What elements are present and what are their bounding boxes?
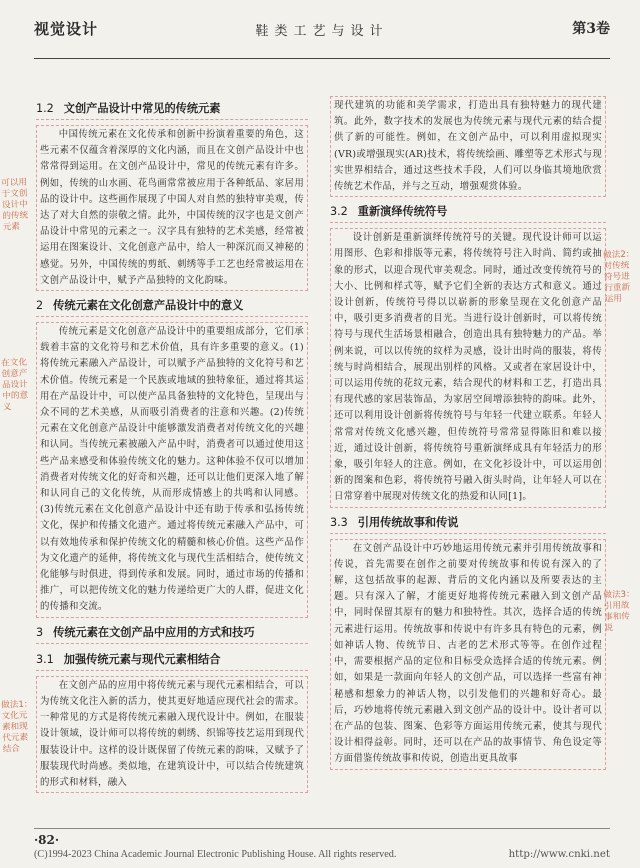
journal-section-label: 视觉设计 bbox=[34, 20, 99, 38]
handwritten-note: 做法3：引用故事和传说 bbox=[603, 589, 635, 634]
section-heading: 1.2 文创产品设计中常见的传统元素 bbox=[36, 98, 308, 120]
section-heading: 2 传统元素在文化创意产品设计中的意义 bbox=[36, 295, 308, 317]
handwritten-note: 在文化创意产品设计中的意义 bbox=[1, 357, 29, 413]
section-heading: 3 传统元素在文创产品中应用的方式和技巧 bbox=[36, 622, 308, 644]
journal-title: 鞋类工艺与设计 bbox=[255, 24, 389, 39]
right-column bbox=[330, 96, 606, 830]
handwritten-note: 可以用于文创设计中的传统元素 bbox=[1, 177, 29, 233]
body-paragraph: 设计创新是重新演绎传统符号的关键。现代设计师可以运用图形、色彩和排版等元素，将传统符号注入时尚、简约或抽象的形式，以迎合现代审美观念。同时，通过改变传统符号的大小、比例和样式等，赋予它们全新的表达方式和意义。通过设计创新，传统符号得以以崭新的形象呈现在文化创意产品中，吸引更多消费者的目光。当进行设计创新时，可以将传统符号与现代生活场景相融合，创造出具有独特魅力的产品。举例来说，可以以传统的纹样为灵感，设计出时尚的服装，将传统与时尚相结合，展现出别样的风格。又或者在家居设计中，可以运用传统的花纹元素，结合现代的材料和工艺，打造出具有现代感的家居装饰品，为家居空间增添独特的韵味。此外，还可以利用设计创新将传统符号与年轻一代建立联系。年轻人常常对传统文化感兴趣，但传统符号常常显得陈旧和难以接近，通过设计创新，将传统符号重新演绎成具有年轻活力的形象，吸引年轻人的注意。例如，在文化衫设计中，可以运用创新的图案和色彩，将传统符号融入街头时尚，让年轻人可以在日常穿着中展现对传统文化的热爱和认同[1]。 bbox=[330, 228, 606, 507]
body-paragraph: 在文创产品设计中巧妙地运用传统元素并引用传统故事和传说，首先需要在创作之前要对传统故事和传说有深入的了解，这包括故事的起源、背后的文化内涵以及所要表达的主题。只有深入了解，才能更好地将传统元素融入到文创产品中，同时保留其原有的魅力和独特性。其次，选择合适的传统元素进行运用。传统故事和传说中有许多具有特色的元素，例如神话人物、传统节日、古老的艺术形式等等。在创作过程中，需要根据产品的定位和目标受众选择合适的传统元素。例如，如果是一款面向年轻人的文创产品，可以选择一些富有神秘感和想象力的神话人物，以引发他们的兴趣和好奇心。最后，巧妙地将传统元素融入到文创产品的设计中。设计者可以在产品的包装、图案、色彩等方面运用传统元素，使其与现代设计相得益彰。同时，还可以在产品的故事情节、角色设定等方面借鉴传统故事和传说，创造出更具故事 bbox=[330, 539, 606, 770]
source-url: http://www.cnki.net bbox=[508, 849, 610, 860]
subsection-heading: 3.3 引用传统故事和传说 bbox=[330, 512, 606, 534]
body-paragraph: 在文创产品的应用中将传统元素与现代元素相结合，可以为传统文化注入新的活力，使其更好地适应现代社会的需求。一种常见的方式是将传统元素融入现代设计中。例如，在服装设计领域，设计师可以将传统的刺绣、织锦等技艺运用到现代服装设计中。这样的设计既保留了传统元素的韵味，又赋予了服装现代时尚感。类似地，在建筑设计中，可以结合传统建筑的形式和材料，融入 bbox=[36, 676, 308, 793]
subsection-heading: 3.1 加强传统元素与现代元素相结合 bbox=[36, 649, 308, 671]
body-paragraph: 中国传统元素在文化传承和创新中扮演着重要的角色，这些元素不仅蕴含着深厚的文化内涵，而且在文创产品设计中也常常得到运用。在文创产品设计中，常见的传统元素有许多。例如，传统的山水画、花鸟画常常被应用于各种纸品、家居用品的设计中。这些画作展现了中国人对自然的独特审美观，传达了对大自然的崇敬之情。此外，中国传统的汉字也是文创产品设计中常见的元素之一。汉字具有独特的艺术美感，经常被运用在图案设计、文化创意产品中，给人一种深沉而又神秘的感觉。另外，中国传统的剪纸、刺绣等手工艺也经常被运用在文创产品设计中，赋予产品独特的文化韵味。 bbox=[36, 125, 308, 291]
subsection-heading: 3.2 重新演绎传统符号 bbox=[330, 201, 606, 223]
volume-label: 第3卷 bbox=[572, 21, 610, 37]
copyright-line: (C)1994-2023 China Academic Journal Electronic Publishing House. All rights reserved. bbox=[34, 849, 397, 860]
running-header bbox=[34, 0, 610, 59]
page-footer bbox=[34, 828, 610, 865]
handwritten-note: 做法1：文化元素和现代元素结合 bbox=[1, 699, 33, 755]
left-column bbox=[36, 96, 308, 830]
handwritten-note: 做法2：对传统符号进行重新运用 bbox=[603, 249, 635, 305]
body-paragraph: 现代建筑的功能和美学需求，打造出具有独特魅力的现代建筑。此外，数字技术的发展也为传统元素与现代元素的结合提供了新的可能性。例如，在文创产品中，可以利用虚拟现实(VR)或增强现实(AR)技术，将传统绘画、雕塑等艺术形式与现实世界相结合，通过这些技术手段，人们可以身临其境地欣赏传统艺术作品，并与之互动，增强观赏体验。 bbox=[330, 96, 606, 197]
page-number: ·82· bbox=[34, 833, 60, 847]
body-paragraph: 传统元素是文化创意产品设计中的重要组成部分，它们承载着丰富的文化符号和艺术价值，具有许多重要的意义。(1)将传统元素融入产品设计，可以赋予产品独特的文化符号和艺术价值。传统元素是一个民族或地域的独特象征，通过将其运用在产品设计中，可以使产品具备独特的文化特色，呈现出与众不同的艺术美感，从而吸引消费者的注意和兴趣。(2)传统元素在文化创意产品设计中能够激发消费者对传统文化的兴趣和认同。当传统元素被融入产品中时，消费者可以通过使用这些产品来感受和体验传统文化的魅力。这种体验不仅可以增加消费者对传统文化的好奇和兴趣，还可以让他们更深入地了解和认同自己的文化传统，从而形成情感上的共鸣和认同感。(3)传统元素在文化创意产品设计中还有助于传承和弘扬传统文化，保护和传播文化遗产。通过将传统元素融入产品中，可以有效地传承和保护传统文化的精髓和核心价值。这些产品作为文化遗产的延伸，将传统文化与现代生活相结合，使传统文化能够与时俱进，得到传承和发展。同时，通过市场的传播和推广，可以把传统文化的魅力传递给更广大的人群，促进文化的传播和交流。 bbox=[36, 322, 308, 618]
